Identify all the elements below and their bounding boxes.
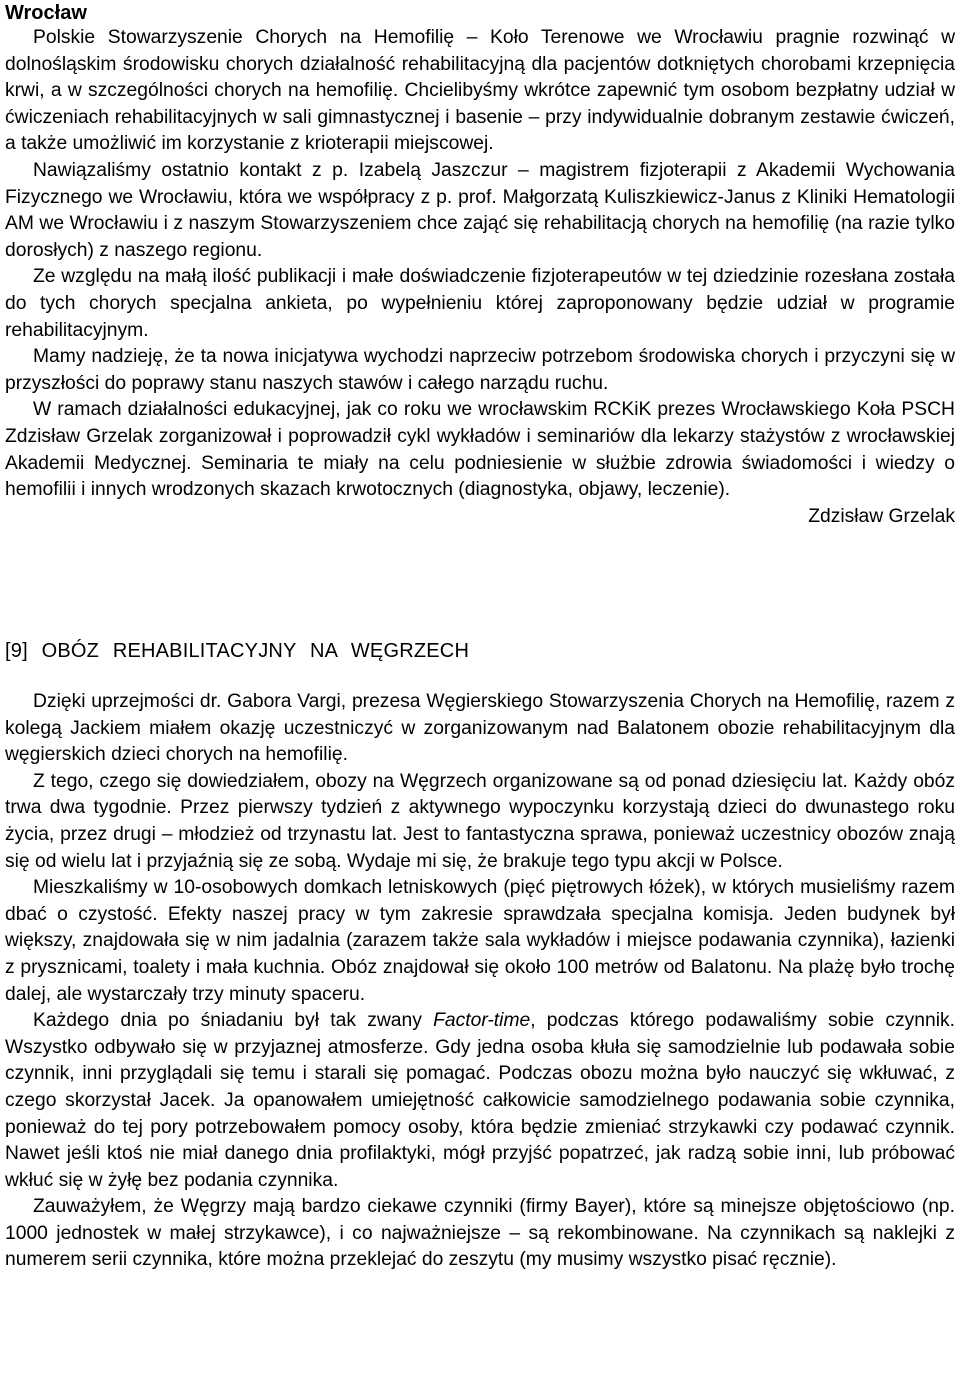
paragraph-text: , podczas którego podawaliśmy sobie czynnik. Wszystko odbywało się w przyjaznej atmosferze. Gdy jedna osoba kłuła się samodzielnie lub podawała sobie czynnik, inni przyglądali się temu i starali się pomagać. Podczas obozu można było nauczyć się wkłuwać, z czego skorzystał Jacek. Ja opanowałem umiejętność całkowicie samodzielnego podawania sobie czynnika, ponieważ do tej pory potrzebowałem pomocy osoby, która będzie zmieniać strzykawki czy podawać czynnik. Nawet jeśli ktoś nie miał danego dnia profilaktyki, mógł przyjść popatrzeć, jak radzą sobie inni, lub próbować wkłuć się w żyłę bez podania czynnika. xyxy=(5,1010,955,1191)
paragraph: Polskie Stowarzyszenie Chorych na Hemofilię – Koło Terenowe we Wrocławiu pragnie rozwinąć w dolnośląskim środowisku chorych działalność rehabilitacyjną dla pacjentów dotkniętych chorobami krzepnięcia krwi, a w szczególności chorych na hemofilię. Chcielibyśmy wkrótce zapewnić tym osobom bezpłatny udział w ćwiczeniach rehabilitacyjnych w sali gimnastycznej i basenie – przy indywidualnie dobranym zestawie ćwiczeń, a także umożliwić im korzystanie z krioterapii miejscowej. xyxy=(5,27,955,155)
factor-time-term: Factor-time xyxy=(433,1010,531,1032)
paragraph: Mieszkaliśmy w 10-osobowych domkach letniskowych (pięć piętrowych łóżek), w których musieliśmy razem dbać o czystość. Efekty naszej pracy w tym zakresie sprawdzała specjalna komisja. Jeden budynek był większy, znajdowała się w nim jadalnia (zarazem także sala wykładów i miejsce podawania czynnika), łazienki z prysznicami, toalety i mała kuchnia. Obóz znajdował się około 100 metrów od Balatonu. Na plażę było trochę dalej, ale wystarczały trzy minuty spaceru. xyxy=(5,877,955,1005)
paragraph-text: Każdego dnia po śniadaniu był tak zwany xyxy=(33,1010,434,1032)
article-camp-hungary xyxy=(5,689,955,1274)
article-heading: Wrocław xyxy=(5,2,87,24)
author-signature: Zdzisław Grzelak xyxy=(808,505,955,527)
paragraph: W ramach działalności edukacyjnej, jak co roku we wrocławskim RCKiK prezes Wrocławskiego Koła PSCH Zdzisław Grzelak zorganizował i poprowadził cykl wykładów i seminariów dla lekarzy stażystów z wrocławskiej Akademii Medycznej. Seminaria te miały na celu podniesienie w służbie zdrowia świadomości i wiedzy o hemofilii i innych wrodzonych skazach krwotocznych (diagnostyka, objawy, leczenie). xyxy=(5,399,955,501)
paragraph-factor-time xyxy=(5,1008,955,1194)
paragraph: Nawiązaliśmy ostatnio kontakt z p. Izabelą Jaszczur – magistrem fizjoterapii z Akademii Wychowania Fizycznego we Wrocławiu, która we współpracy z p. prof. Małgorzatą Kuliszkiewicz-Janus z Kliniki Hematologii AM we Wrocławiu i z naszym Stowarzyszeniem chce zająć się rehabilitacją chorych na hemofilię (na razie tylko dorosłych) z naszego regionu. xyxy=(5,159,955,261)
article-wroclaw xyxy=(5,1,955,530)
paragraph: Dzięki uprzejmości dr. Gabora Vargi, prezesa Węgierskiego Stowarzyszenia Chorych na Hemofilię, razem z kolegą Jackiem miałem okazję uczestniczyć w zorganizowanym nad Balatonem obozie rehabilitacyjnym dla węgierskich dzieci chorych na hemofilię. xyxy=(5,691,955,766)
paragraph: Mamy nadzieję, że ta nowa inicjatywa wychodzi naprzeciw potrzebom środowiska chorych i przyczyni się w przyszłości do poprawy stanu naszych stawów i całego narządu ruchu. xyxy=(5,346,955,394)
section-heading: [9] OBÓZ REHABILITACYJNY NA WĘGRZECH xyxy=(5,640,470,662)
paragraph: Zauważyłem, że Węgrzy mają bardzo ciekawe czynniki (firmy Bayer), które są minejsze objętościowo (np. 1000 jednostek w małej strzykawce), i co najważniejsze – są rekombinowane. Na czynnikach są naklejki z numerem serii czynnika, które można przeklejać do zeszytu (my musimy wszystko pisać ręcznie). xyxy=(5,1196,955,1271)
paragraph: Z tego, czego się dowiedziałem, obozy na Węgrzech organizowane są od ponad dziesięciu lat. Każdy obóz trwa dwa tygodnie. Przez pierwszy tydzień z aktywnego wypoczynku korzystają dzieci do dwunastego roku życia, przez drugi – młodzież od trzynastu lat. Jest to fantastyczna sprawa, ponieważ uczestnicy obozów znają się od wielu lat i przyjaźnią się ze sobą. Wydaje mi się, że brakuje tego typu akcji w Polsce. xyxy=(5,770,955,872)
paragraph: Ze względu na małą ilość publikacji i małe doświadczenie fizjoterapeutów w tej dziedzinie rozesłana została do tych chorych specjalna ankieta, po wypełnieniu której zaproponowany będzie udział w programie rehabilitacyjnym. xyxy=(5,266,955,341)
